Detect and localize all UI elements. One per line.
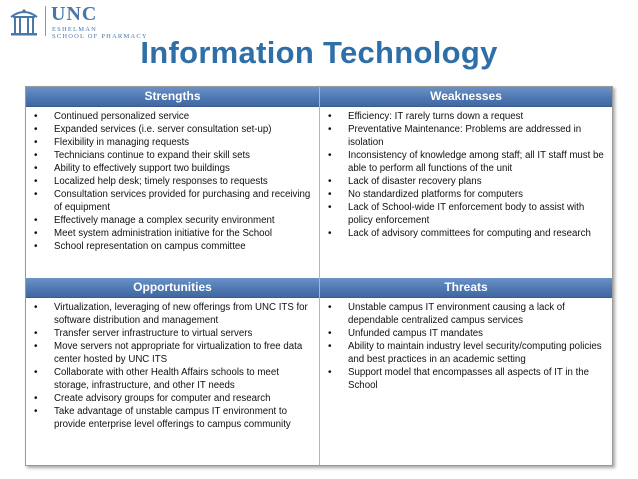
weaknesses-list	[320, 107, 612, 240]
opportunities-list	[26, 298, 319, 431]
list-item: • Expanded services (i.e. server consultation set-up)	[32, 123, 313, 136]
list-item: • Lack of advisory committees for computing and research	[326, 227, 606, 240]
list-item: • Localized help desk; timely responses to requests	[32, 175, 313, 188]
list-item: • Ability to effectively support two buildings	[32, 162, 313, 175]
threats-list	[320, 298, 612, 392]
logo-school-line2: SCHOOL OF PHARMACY	[52, 33, 148, 40]
weaknesses-quadrant	[319, 87, 612, 278]
threats-header: Threats	[320, 278, 612, 298]
list-item: • Unstable campus IT environment causing a lack of dependable centralized campus services	[326, 301, 606, 327]
list-item: • Consultation services provided for purchasing and receiving of equipment	[32, 188, 313, 214]
list-item: • Unfunded campus IT mandates	[326, 327, 606, 340]
opportunities-header: Opportunities	[26, 278, 319, 298]
list-item: • Inconsistency of knowledge among staff; all IT staff must be able to perform all functions of the unit	[326, 149, 606, 175]
list-item: • Lack of disaster recovery plans	[326, 175, 606, 188]
list-item: • Technicians continue to expand their skill sets	[32, 149, 313, 162]
list-item: • Take advantage of unstable campus IT environment to provide enterprise level offerings to campus community	[32, 405, 313, 431]
list-item: • Continued personalized service	[32, 110, 313, 123]
opportunities-quadrant	[26, 278, 319, 465]
list-item: • Meet system administration initiative for the School	[32, 227, 313, 240]
list-item: • Virtualization, leveraging of new offerings from UNC ITS for software distribution and management	[32, 301, 313, 327]
strengths-quadrant	[26, 87, 319, 278]
logo-divider	[45, 6, 46, 36]
list-item: • Ability to maintain industry level security/computing policies and best practices in an academic setting	[326, 340, 606, 366]
list-item: • Support model that encompasses all aspects of IT in the School	[326, 366, 606, 392]
threats-quadrant	[319, 278, 612, 465]
logo-wordmark: UNC	[51, 3, 98, 25]
weaknesses-header: Weaknesses	[320, 87, 612, 107]
logo-school-line1: ESHELMAN	[52, 26, 97, 33]
strengths-list	[26, 107, 319, 253]
list-item: • Move servers not appropriate for virtualization to free data center hosted by UNC ITS	[32, 340, 313, 366]
swot-table	[25, 86, 613, 466]
list-item: • Effectively manage a complex security environment	[32, 214, 313, 227]
list-item: • Flexibility in managing requests	[32, 136, 313, 149]
list-item: • School representation on campus committee	[32, 240, 313, 253]
list-item: • Collaborate with other Health Affairs schools to meet storage, infrastructure, and other IT needs	[32, 366, 313, 392]
strengths-header: Strengths	[26, 87, 319, 107]
list-item: • Efficiency: IT rarely turns down a request	[326, 110, 606, 123]
list-item: • Transfer server infrastructure to virtual servers	[32, 327, 313, 340]
list-item: • Lack of School-wide IT enforcement body to assist with policy enforcement	[326, 201, 606, 227]
list-item: • Preventative Maintenance: Problems are addressed in isolation	[326, 123, 606, 149]
list-item: • Create advisory groups for computer and research	[32, 392, 313, 405]
page-title: Information Technology	[140, 35, 498, 70]
list-item: • No standardized platforms for computers	[326, 188, 606, 201]
